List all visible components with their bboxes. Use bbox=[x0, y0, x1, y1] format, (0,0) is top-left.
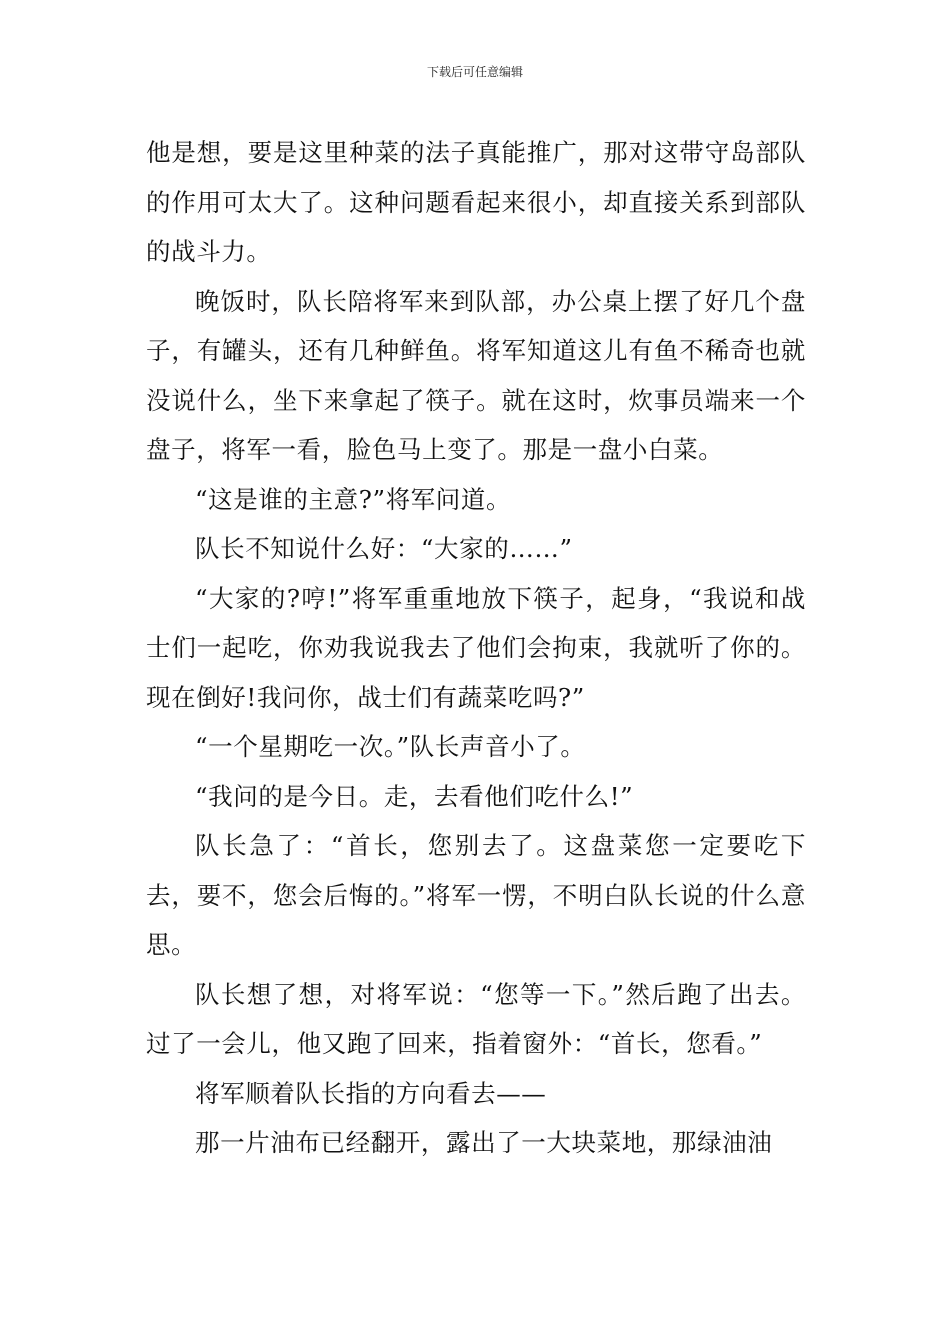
paragraph-2: 晚饭时，队长陪将军来到队部，办公桌上摆了好几个盘子，有罐头，还有几种鲜鱼。将军知道这儿有鱼不稀奇也就没说什么，坐下来拿起了筷子。就在这时，炊事员端来一个盘子，将军一看，脸色马上变了。那是一盘小白菜。 bbox=[146, 286, 806, 464]
paragraph-8: 队长急了：“首长，您别去了。这盘菜您一定要吃下去，要不，您会后悔的。”将军一愣，不明白队长说的什么意思。 bbox=[146, 831, 806, 959]
body-text bbox=[146, 128, 806, 1168]
paragraph-7: “我问的是今日。走，去看他们吃什么!” bbox=[195, 781, 634, 811]
page-header: 下载后可任意编辑 bbox=[426, 65, 523, 79]
paragraph-5: “大家的?哼!”将军重重地放下筷子，起身，“我说和战士们一起吃，你劝我说我去了他们会拘束，我就听了你的。现在倒好!我问你，战士们有蔬菜吃吗?” bbox=[146, 583, 806, 712]
paragraph-10: 将军顺着队长指的方向看去—— bbox=[195, 1078, 547, 1108]
paragraph-4: 队长不知说什么好：“大家的……” bbox=[195, 534, 573, 563]
paragraph-11: 那一片油布已经翻开，露出了一大块菜地，那绿油油 bbox=[195, 1128, 773, 1157]
paragraph-3: “这是谁的主意?”将军问道。 bbox=[195, 484, 512, 514]
paragraph-9: 队长想了想，对将军说：“您等一下。”然后跑了出去。过了一会儿，他又跑了回来，指着窗外：“首长，您看。” bbox=[146, 979, 806, 1058]
paragraph-6: “一个星期吃一次。”队长声音小了。 bbox=[195, 732, 586, 761]
paragraph-1: 他是想，要是这里种菜的法子真能推广，那对这带守岛部队的作用可太大了。这种问题看起来很小，却直接关系到部队的战斗力。 bbox=[146, 138, 806, 266]
